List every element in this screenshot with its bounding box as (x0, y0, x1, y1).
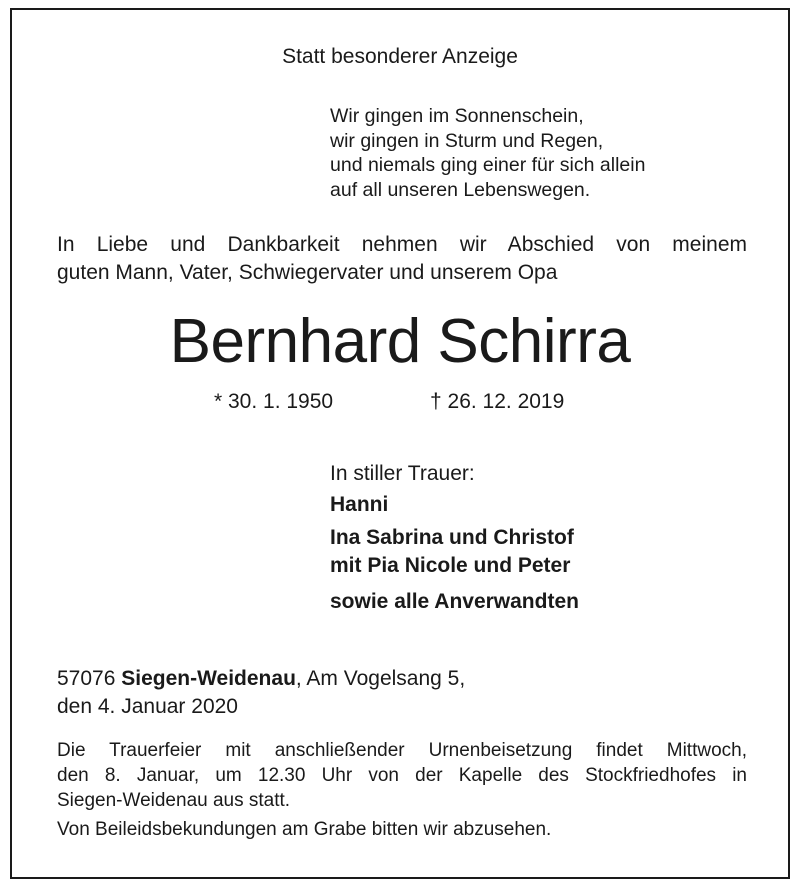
street: , Am Vogelsang 5, (295, 667, 466, 690)
mourner-name: Hanni (330, 493, 389, 516)
poem-line: Wir gingen im Sonnenschein, (330, 105, 584, 127)
ceremony-line: Siegen-Weidenau aus statt. (57, 790, 291, 811)
postcode: 57076 (57, 667, 116, 690)
mourner-name: sowie alle Anverwandten (330, 590, 579, 613)
intro-line: guten Mann, Vater, Schwiegervater und unserem Opa (57, 261, 558, 284)
poem-line: wir gingen in Sturm und Regen, (330, 129, 604, 152)
mourner-name: Ina Sabrina und Christof (330, 526, 574, 549)
mourners-block (330, 458, 579, 617)
address-block (57, 665, 465, 721)
address-line (57, 665, 465, 693)
intro-text (57, 231, 747, 287)
obituary-frame (10, 8, 790, 879)
ceremony-line: Die Trauerfeier mit anschließender Urnenbeisetzung findet Mittwoch, (57, 740, 747, 761)
city: Siegen-Weidenau (121, 667, 296, 690)
poem (330, 104, 645, 202)
death-date: † 26. 12. 2019 (430, 390, 565, 413)
poem-line: und niemals ging einer für sich allein (330, 154, 646, 176)
notice-date: den 4. Januar 2020 (57, 695, 238, 718)
poem-line: auf all unseren Lebenswegen. (330, 178, 591, 201)
mourning-label: In stiller Trauer: (330, 462, 475, 485)
ceremony-notice (57, 738, 747, 842)
mourner-name: mit Pia Nicole und Peter (330, 554, 571, 577)
birth-date: * 30. 1. 1950 (214, 390, 334, 413)
ceremony-line: den 8. Januar, um 12.30 Uhr von der Kapelle des Stockfriedhofes in (57, 765, 747, 786)
notice-heading: Statt besonderer Anzeige (282, 45, 518, 68)
closing-line: Von Beileidsbekundungen am Grabe bitten wir abzusehen. (57, 819, 552, 840)
deceased-name: Bernhard Schirra (169, 307, 631, 376)
intro-line: In Liebe und Dankbarkeit nehmen wir Abschied von meinem (57, 233, 747, 256)
